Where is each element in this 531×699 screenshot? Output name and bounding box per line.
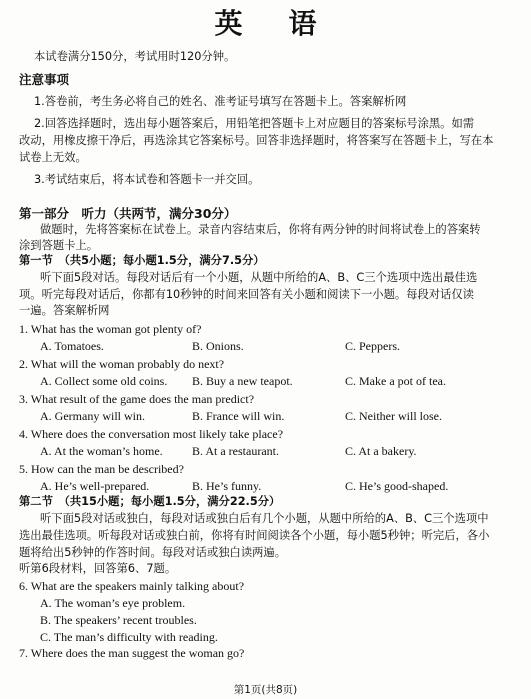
question-5: 5. How can the man be described?	[19, 462, 184, 476]
q5-option-a: A. He’s well-prepared.	[40, 479, 150, 493]
question-6: 6. What are the speakers mainly talking about?	[19, 579, 245, 593]
q5-option-c: C. He’s good-shaped.	[345, 479, 449, 493]
q4-option-a: A. At the woman’s home.	[40, 444, 163, 458]
section1-desc-2: 项。听完每段对话后，你都有10秒钟的时间来回答有关小题和阅读下一小题。每段对话仅读	[19, 288, 474, 301]
q6-option-b: B. The speakers’ recent troubles.	[40, 613, 197, 627]
q3-option-b: B. France will win.	[192, 409, 285, 423]
q5-option-b: B. He’s funny.	[192, 479, 262, 493]
q1-option-b: B. Onions.	[192, 339, 244, 353]
question-4: 4. Where does the conversation most likely take place?	[19, 427, 284, 441]
section1-heading: 第一节 （共5小题；每小题1.5分，满分7.5分）	[19, 254, 265, 267]
question-1: 1. What has the woman got plenty of?	[19, 322, 202, 336]
section1-desc-3: 一遍。答案解析网	[19, 304, 110, 317]
page-footer: 第1页(共8页)	[233, 684, 298, 696]
q3-option-a: A. Germany will win.	[40, 409, 145, 423]
q1-option-c: C. Peppers.	[345, 339, 400, 353]
notes-heading: 注意事项	[19, 72, 70, 87]
material-6-note: 听第6段材料，回答第6、7题。	[19, 562, 177, 575]
q4-option-b: B. At a restaurant.	[192, 444, 279, 458]
q1-option-a: A. Tomatoes.	[40, 339, 104, 353]
part1-desc-1: 做题时，先将答案标在试卷上。录音内容结束后，你将有两分钟的时间将试卷上的答案转	[40, 223, 481, 236]
section2-desc-1: 听下面5段对话或独白，每段对话或独白后有几个小题，从题中所给的A、B、C三个选项中	[40, 512, 489, 525]
q2-option-c: C. Make a pot of tea.	[345, 374, 446, 388]
part1-desc-2: 涂到答题卡上。	[19, 239, 99, 252]
note-3: 3.考试结束后，将本试卷和答题卡一并交回。	[34, 173, 260, 186]
q6-option-a: A. The woman’s eye problem.	[40, 596, 186, 610]
section2-desc-2: 选出最佳选项。听每段对话或独白前，你将有时间阅读各个小题，每小题5秒钟；听完后，各小	[19, 529, 490, 542]
page-title: 英语	[214, 7, 363, 40]
q4-option-c: C. At a bakery.	[345, 444, 417, 458]
section2-heading: 第二节 （共15小题；每小题1.5分，满分22.5分）	[19, 495, 281, 508]
question-7: 7. Where does the man suggest the woman go?	[19, 646, 245, 660]
note-2-line-3: 试卷上无效。	[19, 151, 87, 164]
exam-intro: 本试卷满分150分，考试用时120分钟。	[34, 50, 236, 63]
note-2-line-1: 2.回答选择题时，选出每小题答案后，用铅笔把答题卡上对应题目的答案标号涂黑。如需	[34, 117, 475, 130]
question-2: 2. What will the woman probably do next?	[19, 357, 225, 371]
section1-desc-1: 听下面5段对话。每段对话后有一个小题，从题中所给的A、B、C三个选项中选出最佳选	[40, 271, 478, 284]
section2-desc-3: 题将给出5秒钟的作答时间。每段对话或独白读两遍。	[19, 546, 287, 559]
q2-option-b: B. Buy a new teapot.	[192, 374, 293, 388]
note-1: 1.答卷前，考生务必将自己的姓名、准考证号填写在答题卡上。答案解析网	[34, 95, 407, 108]
note-2-line-2: 改动，用橡皮擦干净后，再选涂其它答案标号。回答非选择题时，将答案写在答题卡上，写在本	[19, 134, 494, 147]
question-3: 3. What result of the game does the man predict?	[19, 392, 255, 406]
part1-heading: 第一部分 听力（共两节，满分30分）	[19, 206, 237, 221]
q2-option-a: A. Collect some old coins.	[40, 374, 168, 388]
q3-option-c: C. Neither will lose.	[345, 409, 442, 423]
q6-option-c: C. The man’s difficulty with reading.	[40, 630, 218, 644]
